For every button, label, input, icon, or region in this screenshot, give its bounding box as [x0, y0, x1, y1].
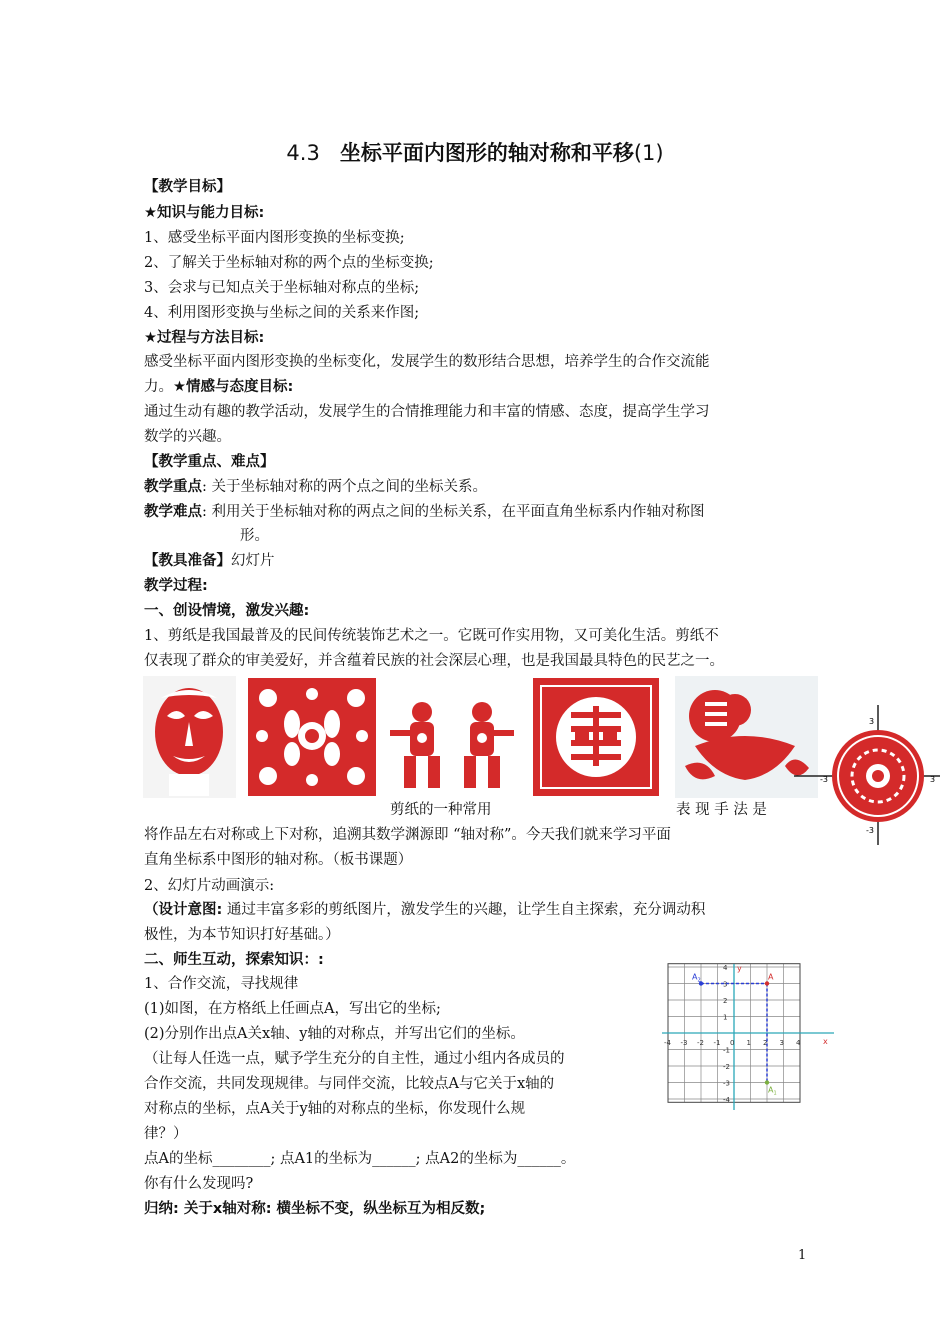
tools-line: 【教具准备】幻灯片	[144, 553, 275, 569]
design-intent: （设计意图: 通过丰富多彩的剪纸图片，激发学生的兴趣，让学生自主探索，充分调动积	[144, 902, 706, 918]
circular-papercut-axes-figure	[790, 705, 950, 847]
design-intent-2: 极性，为本节知识打好基础。）	[144, 927, 340, 943]
question-2: (2)分别作出点A关x轴、y轴的对称点，并写出它们的坐标。	[144, 1026, 525, 1042]
circle-y-tick: 3	[869, 717, 875, 726]
y-tick-label: 2	[723, 997, 728, 1005]
circle-x-tick: 3	[930, 775, 936, 784]
x-tick-label: -3	[680, 1039, 688, 1047]
fill-in-line: 点A的坐标________; 点A1的坐标为______; 点A2的坐标为______。	[144, 1151, 576, 1167]
caption-a: 剪纸的一种常用	[390, 802, 492, 818]
circle-y-tick-neg: -3	[866, 826, 874, 835]
x-tick-label: 0	[730, 1039, 735, 1047]
emotion-text: 通过生动有趣的教学活动，发展学生的合情推理能力和丰富的情感、态度，提高学生学习	[144, 404, 710, 420]
emotion-text-2: 数学的兴趣。	[144, 429, 231, 445]
x-tick-label: -4	[664, 1039, 671, 1047]
point-label: $A_1$	[768, 1085, 777, 1097]
page-title: 4.3 坐标平面内图形的轴对称和平移(1)	[286, 141, 664, 165]
difficulty-line-2: 形。	[240, 528, 269, 544]
note-line: 律？）	[144, 1126, 188, 1142]
point-label: A	[768, 972, 774, 982]
twin-figures-papercut-image	[386, 700, 518, 794]
circle-x-tick-neg: -3	[820, 775, 828, 784]
y-tick-label: 3	[723, 980, 728, 989]
process-heading: 教学过程:	[144, 578, 208, 594]
point-marker	[765, 981, 769, 985]
y-tick-label: -1	[723, 1046, 730, 1055]
note-line: 对称点的坐标，点A关于y轴的对称点的坐标，你发现什么规	[144, 1101, 526, 1117]
point-marker	[765, 1080, 769, 1084]
x-tick-label: -2	[697, 1039, 704, 1047]
section1-heading: 一、创设情境，激发兴趣:	[144, 603, 310, 619]
page-number: 1	[798, 1248, 807, 1263]
knowledge-item: 4、利用图形变换与坐标之间的关系来作图;	[144, 305, 420, 321]
section1-para-4: 直角坐标系中图形的轴对称。（板书课题）	[144, 852, 413, 868]
ask-line: 你有什么发现吗?	[144, 1176, 254, 1192]
question-1: (1)如图，在方格纸上任画点A，写出它的坐标;	[144, 1001, 441, 1017]
section2-heading: 二、师生互动，探索知识：:	[144, 952, 324, 968]
process-goal-text-2: 力。★情感与态度目标:	[144, 379, 294, 395]
knowledge-item: 3、会求与已知点关于坐标轴对称点的坐标;	[144, 280, 420, 296]
difficulty-line: 教学难点: 利用关于坐标轴对称的两点之间的坐标关系，在平面直角坐标系内作轴对称图	[144, 504, 705, 520]
focus-line: 教学重点: 关于坐标轴对称的两个点之间的坐标关系。	[144, 479, 487, 495]
x-axis-label: x	[823, 1037, 828, 1046]
emotion-heading: ★情感与态度目标:	[173, 379, 294, 395]
knowledge-item: 2、了解关于坐标轴对称的两个点的坐标变换;	[144, 255, 434, 271]
section1-para-2: 仅表现了群众的审美爱好，并含蕴着民族的社会深层心理，也是我国最具特色的民艺之一。	[144, 653, 724, 669]
y-tick-label: 4	[723, 964, 728, 972]
opera-mask-papercut-image	[143, 676, 236, 798]
floral-papercut-image	[246, 676, 378, 798]
note-line: 合作交流，共同发现规律。与同伴交流，比较点A与它关于x轴的	[144, 1076, 555, 1092]
section1-item2: 2、幻灯片动画演示:	[144, 878, 275, 894]
process-goal-text: 感受坐标平面内图形变换的坐标变化，发展学生的数形结合思想，培养学生的合作交流能	[144, 354, 710, 370]
y-tick-label: -3	[723, 1079, 730, 1088]
y-axis-label: y	[737, 964, 742, 973]
x-tick-label: 1	[746, 1039, 751, 1047]
section2-item1: 1、合作交流，寻找规律	[144, 976, 299, 992]
section1-para: 1、剪纸是我国最普及的民间传统装饰艺术之一。它既可作实用物，又可美化生活。剪纸不	[144, 628, 719, 644]
section1-para-3: 将作品左右对称或上下对称，追溯其数学渊源即 “轴对称”。今天我们就来学习平面	[144, 827, 671, 843]
x-tick-label: -1	[713, 1039, 721, 1047]
x-tick-label: 4	[796, 1039, 801, 1047]
keypoints-heading: 【教学重点、难点】	[144, 454, 275, 470]
knowledge-item: 1、感受坐标平面内图形变换的坐标变换;	[144, 230, 405, 246]
coordinate-grid-figure	[660, 962, 836, 1112]
note-line: （让每人任选一点，赋予学生充分的自主性，通过小组内各成员的	[144, 1051, 565, 1067]
x-tick-label: 2	[763, 1039, 768, 1047]
x-tick-label: 3	[779, 1039, 784, 1047]
process-goal-heading: ★过程与方法目标:	[144, 330, 265, 346]
goals-heading: 【教学目标】	[144, 179, 231, 195]
summary-line: 归纳: 关于x轴对称: 横坐标不变，纵坐标互为相反数;	[144, 1201, 486, 1217]
double-happiness-papercut-image	[531, 676, 661, 798]
knowledge-heading: ★知识与能力目标:	[144, 205, 265, 221]
y-tick-label: 1	[723, 1013, 728, 1022]
y-tick-label: -2	[723, 1063, 730, 1071]
caption-b: 表 现 手 法 是	[676, 802, 767, 818]
point-label: $A_2$	[692, 972, 701, 984]
y-tick-label: -4	[723, 1096, 730, 1104]
